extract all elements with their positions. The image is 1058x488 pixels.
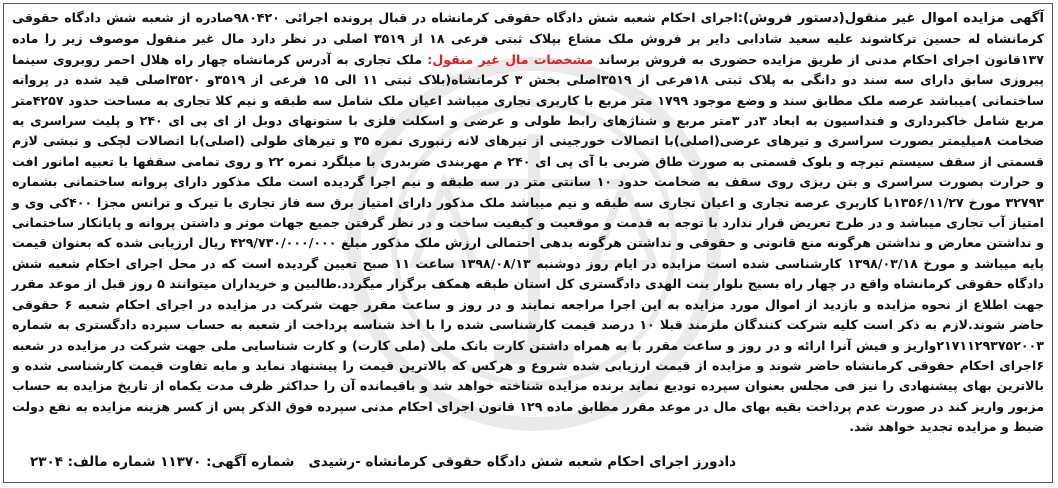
notice-details: ملک تجاری به آدرس کرمانشاه چهار راه هلال احمر روبروی سینما پیروزی سابق دارای سه سند دو دانگی به پلاک ثبتی ۱۸فرعی از ۳۵۱۹اصلی بخش ۳ کرمانشاه(بلاک ثبتی ۱۱ الی ۱۵ فرعی از ۳۵۱۹و ۳۵۲۰اصلی قید شده در پروانه ساختمانی )میباشد عرصه ملک مطابق سند و وضع موجود ۱۷۹۹ متر مربع با کاربری تجاری میباشد اعیان ملک شامل سه طبقه و نیم کلا تجاری به مساحت حدود ۴۲۵۷متر مربع شامل خاکبرداری و فنداسیون به ابعاد ۳در ۳متر مربع و شناژهای رابط طولی و عرضی و اسکلت فلزی با ستونهای دوبل از ای پی ای ۲۴۰ و پلیت سراسری به ضخامت ۸میلیمتر بصورت سراسری و تیرهای عرضی(اصلی)با اتصالات خورجینی از تیرهای لانه زنبوری نمره ۳۵ و تیرهای طولی (اصلی)با اتصالات لچکی و نبشی لازم قسمتی از سقف سیستم تیرچه و بلوک قسمتی به صورت طاق ضربی با آی پی ای ۲۴۰ م مهربندی ضربدری با میلگرد نمره ۲۲ و روی تمامی سقفها با تعبیه امانور افت و حرارت بصورت سراسری و بتن ریزی روی سقف به ضخامت حدود ۱۰ سانتی متر در سه طبقه و نیم اجرا گردیده است ملک مذکور دارای پروانه ساختمانی بشماره ۳۲۷۹۳ مورخ ۱۳۵۶/۱۱/۲۷با کاربری عرصه تجاری و اعیان تجاری سه طبقه و نیم میباشد ملک مذکور دارای امتیاز برق سه فاز تجاری با تیرک و ترانس مجزا ۴۰۰کی وی و امتیاز آب تجاری میباشد و در طرح تعریض قرار ندارد با توجه به قدمت و موقعیت و کیفیت ساخت و در نظر گرفتن جمیع جهات موثر و داشتن پروانه و پایانکار ساختمانی و نداشتن معارض و نداشتن هرگونه منع قانونی و حقوقی و نداشتن هرگونه بدهی احتمالی ارزش ملک مذکور مبلغ ۴۲۹/۷۳۰/۰۰۰/۰۰۰ ریال ارزیابی شده که بعنوان قیمت پایه میباشد و مورخ ۱۳۹۸/۰۳/۱۸ کارشناسی شده است مزایده در ایام روز دوشنبه ۱۳۹۸/۰۸/۱۳ ساعت ۱۱ صبح تعیین گردیده است که در محل اجرای احکام شعبه شش دادگاه حقوقی کرمانشاه واقع در چهار راه بسیج بلوار بنت الهدی دادگستری کل استان طبقه همکف برگزار میگردد.طالبین و خریداران میتوانند ۵ روز قبل از موعد مقرر جهت اطلاع از نحوه مزایده و بازدید از اموال مورد مزایده به این اجرا مراجعه نمایند و در روز و ساعت مقرر جهت شرکت در مزایده در اجرای احکام شعبه ۶ حقوقی حاضر شوند.لازم به ذکر است کلیه شرکت کنندگان ملزمند قبلا ۱۰ درصد قیمت کارشناسی شده را با اخذ شناسه پرداخت از شعبه به حساب سپرده دادگستری به شماره ۲۱۷۱۱۲۹۳۷۵۲۰۰۳واریز و فیش آنرا ارائه و در روز و ساعت مقرر با به همراه داشتن کارت بانک ملی (ملی کارت) و کارت شناسایی ملی جهت شرکت در مزایده در شعبه ۶اجرای احکام حقوقی کرمانشاه حاضر شوند و مزایده از قیمت ارزیابی شده شروع و هرکس که بالاترین قیمت را پیشنهاد نماید و مابه تفاوت قیمت کارشناسی شده و بالاترین بهای پیشنهادی را نیز فی مجلس بعنوان سپرده تودیع نماید برنده مزایده شناخته خواهد شد و باقیمانده آن را حداکثر ظرف مدت یکماه از تاریخ مزایده به حساب مزبور واریز کند در صورت عدم پرداخت بقیه بهای مال در موعد مقرر مطابق ماده ۱۲۹ قانون اجرای احکام مدنی سپرده فوق الذکر پس از کسر هزینه مزایده به نفع دولت ضبط و مزایده تجدید خواهد شد. — [12, 51, 1045, 435]
issue-number: شماره آگهی: ۱۱۳۷۰ شماره مالف: ۲۳۰۴ — [30, 454, 295, 470]
property-spec-label: مشخصات مال غیر منقول: — [427, 51, 594, 67]
notice-frame — [3, 3, 1053, 483]
notice-body — [12, 8, 1044, 438]
notice-title: آگهی مزایده اموال غیر منقول(دستور فروش): — [737, 11, 1044, 26]
signer-line: دادورز اجرای احکام شعبه شش دادگاه حقوقی کرمانشاه -رشیدی — [308, 454, 736, 470]
notice-intro: اجرای احکام شعبه شش دادگاه حقوقی کرمانشاه در قبال پرونده اجرائی ۹۸۰۴۲۰صادره از شعبه شش دادگاه حقوقی کرمانشاه له حسین ترکاشوند علیه سعید شادابی دایر بر فروش ملک مشاع بپلاک ثبتی فرعی ۱۸ از ۳۵۱۹ اصلی در نظر دارد مال غیر منقول موصوف زیر را ماده ۱۳۷قانون اجرای احکام مدنی از طریق مزایده حضوری به فروش برساند — [12, 10, 1045, 67]
notice-footer — [20, 452, 1036, 476]
